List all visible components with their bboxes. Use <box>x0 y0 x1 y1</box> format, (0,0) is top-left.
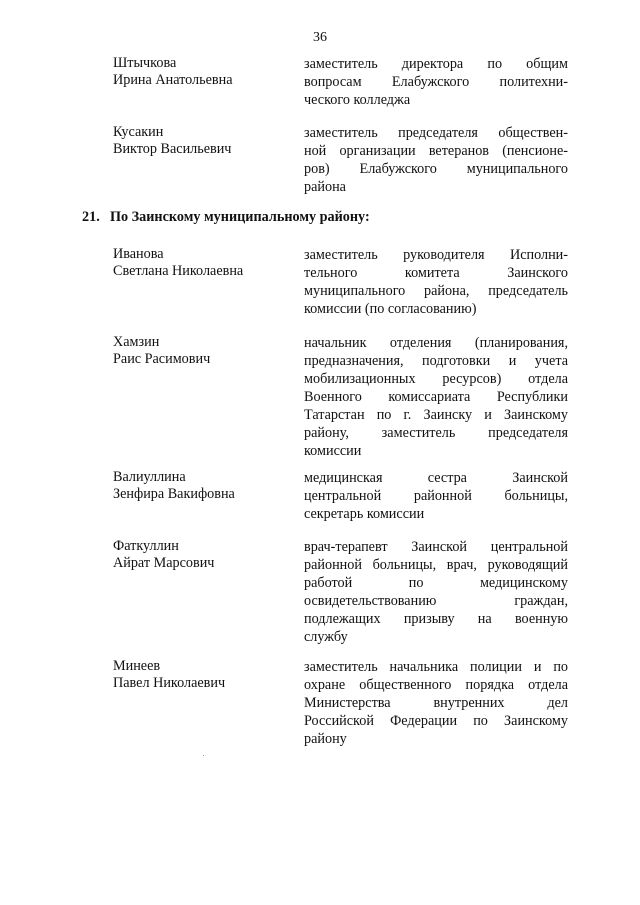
role-line: предназначения, подготовки и учета <box>304 353 568 369</box>
role-line: комиссии (по согласованию) <box>304 301 477 317</box>
member-surname: Фаткуллин <box>113 538 179 554</box>
member-name <box>113 246 293 280</box>
member-given-names: Павел Николаевич <box>113 675 226 691</box>
member-role <box>304 658 568 748</box>
member-given-names: Айрат Марсович <box>113 555 215 571</box>
member-given-names: Светлана Николаевна <box>113 263 244 279</box>
scan-speck <box>203 755 204 756</box>
member-surname: Штычкова <box>113 55 177 71</box>
role-line: района <box>304 179 346 195</box>
page-number: 36 <box>313 30 327 45</box>
role-line: центральной районной больницы, <box>304 488 568 504</box>
role-line: муниципального района, председатель <box>304 283 568 299</box>
role-line: медицинская сестра Заинской <box>304 470 568 486</box>
role-line: заместитель начальника полиции и по <box>304 659 568 675</box>
member-given-names: Зенфира Вакифовна <box>113 486 235 502</box>
role-line: ческого колледжа <box>304 92 411 108</box>
member-name <box>113 538 293 572</box>
member-name <box>113 334 293 368</box>
member-given-names: Виктор Васильевич <box>113 141 232 157</box>
role-line: подлежащих призыву на военную <box>304 611 568 627</box>
role-line: заместитель руководителя Исполни- <box>304 247 568 263</box>
role-line: ной организации ветеранов (пенсионе- <box>304 143 568 159</box>
section-title: По Заинскому муниципальному району: <box>110 209 370 225</box>
role-line: районной больницы, врач, руководящий <box>304 557 568 573</box>
member-role <box>304 55 568 109</box>
role-line: Военного комиссариата Республики <box>304 389 568 405</box>
role-line: тельного комитета Заинского <box>304 265 568 281</box>
role-line: секретарь комиссии <box>304 506 425 522</box>
member-surname: Валиуллина <box>113 469 186 485</box>
role-line: службу <box>304 629 348 645</box>
member-role <box>304 469 568 523</box>
role-line: ров) Елабужского муниципального <box>304 161 568 177</box>
member-name <box>113 658 293 692</box>
member-surname: Хамзин <box>113 334 160 350</box>
role-line: Министерства внутренних дел <box>304 695 568 711</box>
role-line: заместитель председателя обществен- <box>304 125 568 141</box>
member-surname: Иванова <box>113 246 164 262</box>
role-line: охране общественного порядка отдела <box>304 677 568 693</box>
section-number: 21. <box>82 209 100 225</box>
member-given-names: Ирина Анатольевна <box>113 72 233 88</box>
role-line: работой по медицинскому <box>304 575 568 591</box>
member-surname: Кусакин <box>113 124 164 140</box>
member-role <box>304 334 568 460</box>
member-name <box>113 469 293 503</box>
member-given-names: Раис Расимович <box>113 351 211 367</box>
member-name <box>113 124 293 158</box>
role-line: вопросам Елабужского политехни- <box>304 74 568 90</box>
role-line: комиссии <box>304 443 362 459</box>
role-line: освидетельствованию граждан, <box>304 593 568 609</box>
member-role <box>304 538 568 646</box>
section-heading <box>82 209 370 226</box>
member-role <box>304 124 568 196</box>
role-line: Российской Федерации по Заинскому <box>304 713 568 729</box>
role-line: начальник отделения (планирования, <box>304 335 568 351</box>
member-surname: Минеев <box>113 658 161 674</box>
role-line: району, заместитель председателя <box>304 425 568 441</box>
role-line: мобилизационных ресурсов) отдела <box>304 371 568 387</box>
role-line: району <box>304 731 347 747</box>
role-line: врач-терапевт Заинской центральной <box>304 539 568 555</box>
role-line: заместитель директора по общим <box>304 56 568 72</box>
role-line: Татарстан по г. Заинску и Заинскому <box>304 407 568 423</box>
member-role <box>304 246 568 318</box>
member-name <box>113 55 293 89</box>
